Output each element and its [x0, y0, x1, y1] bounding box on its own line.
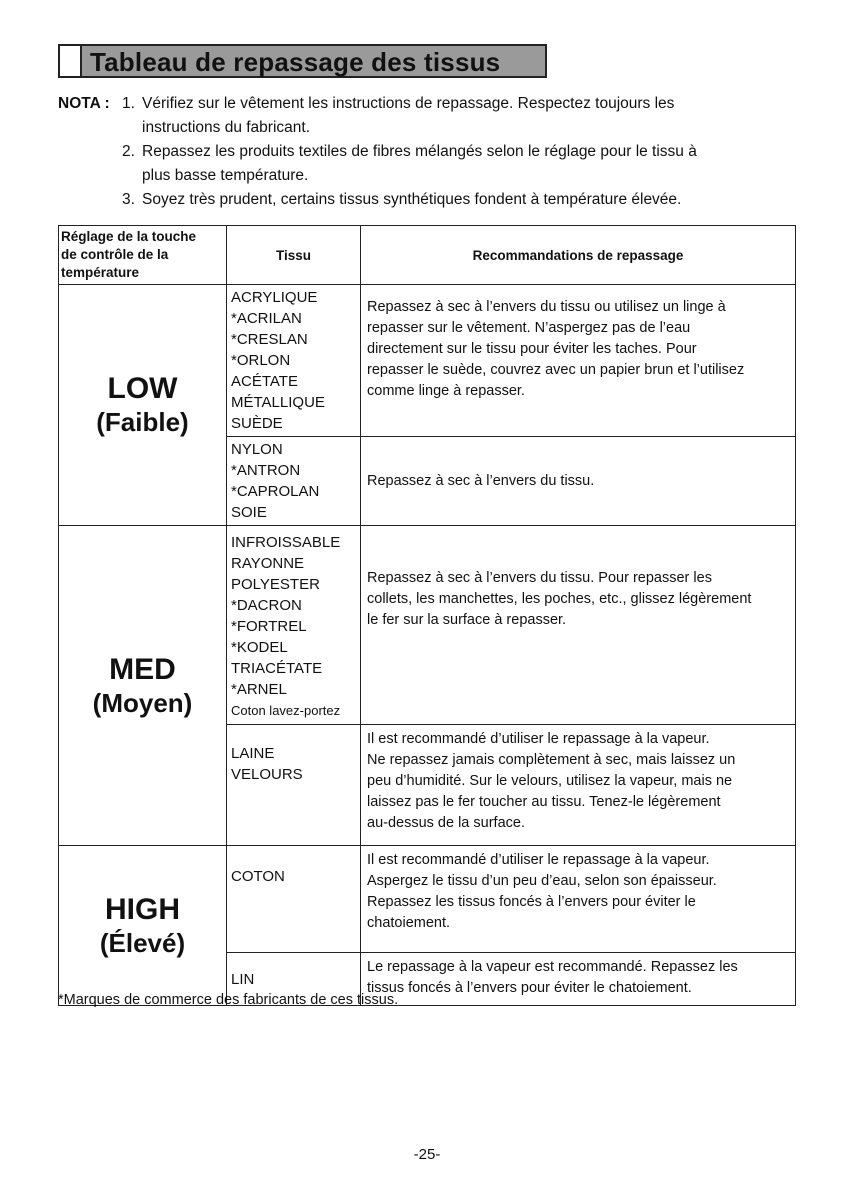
fabric-list: LIN [227, 953, 361, 1006]
note-text: Soyez très prudent, certains tissus synthétiques fondent à température élevée. [142, 191, 682, 208]
fabric-list: COTON [227, 846, 361, 953]
fabric-list: ACRYLIQUE *ACRILAN *CRESLAN *ORLON ACÉTATE MÉTALLIQUE SUÈDE [227, 285, 361, 437]
note-item [58, 140, 798, 164]
setting-sublabel: (Faible) [96, 407, 189, 437]
note-number: 3. [122, 191, 135, 208]
note-number: 2. [122, 143, 135, 160]
notes-section [58, 92, 798, 212]
fabric-list: LAINE VELOURS [227, 725, 361, 846]
setting-sublabel: (Élevé) [99, 927, 186, 958]
page-title: Tableau de repassage des tissus [90, 47, 501, 77]
page-number: -25- [413, 1146, 441, 1163]
note-text: Vérifiez sur le vêtement les instructions de repassage. Respectez toujours les [142, 95, 675, 112]
table-row [59, 285, 796, 437]
setting-low [59, 285, 227, 526]
note-item [58, 188, 798, 212]
note-text: Repassez les produits textiles de fibres mélangés selon le réglage pour le tissu à [142, 143, 697, 160]
page-title-box [58, 44, 547, 78]
header-fabric: Tissu [227, 226, 361, 285]
recommendation-text: Repassez à sec à l’envers du tissu ou utilisez un linge à repasser sur le vêtement. N’aspergez pas de l’eau directement sur le tissu pour éviter les taches. Pour repasser le suède, couvrez avec un papier brun et l’utilisez comme linge à repasser. [361, 285, 796, 437]
note-item [58, 116, 798, 140]
note-text: plus basse température. [142, 167, 309, 184]
setting-label: HIGH [105, 892, 180, 926]
note-text: instructions du fabricant. [142, 119, 311, 136]
note-item [58, 92, 798, 116]
fabric-list: NYLON *ANTRON *CAPROLAN SOIE [227, 437, 361, 526]
setting-label: MED [109, 652, 176, 686]
notes-label: NOTA : [58, 95, 110, 112]
setting-med [59, 526, 227, 846]
note-item [58, 164, 798, 188]
fabric-list: INFROISSABLE RAYONNE POLYESTER *DACRON *FORTREL *KODEL TRIACÉTATE *ARNEL Coton lavez-portez [227, 526, 361, 725]
setting-label: LOW [107, 372, 178, 405]
table-header-row [59, 226, 796, 285]
header-setting: Réglage de la touche de contrôle de la température [59, 226, 227, 285]
recommendation-text: Il est recommandé d’utiliser le repassage à la vapeur. Ne repassez jamais complètement à sec, mais laissez un peu d’humidité. Sur le velours, utilisez la vapeur, mais ne laissez pas le fer toucher au tissu. Tenez-le légèrement au-dessus de la surface. [361, 725, 796, 846]
footnote: *Marques de commerce des fabricants de ces tissus. [58, 992, 399, 1008]
recommendation-text: Il est recommandé d’utiliser le repassage à la vapeur. Aspergez le tissu d’un peu d’eau, selon son épaisseur. Repassez les tissus foncés à l’envers pour éviter le chatoiement. [361, 846, 796, 953]
note-number: 1. [122, 95, 135, 112]
setting-high [59, 846, 227, 1006]
recommendation-text: Repassez à sec à l’envers du tissu. Pour repasser les collets, les manchettes, les poches, etc., glissez légèrement le fer sur la surface à repasser. [361, 526, 796, 725]
table-row [59, 846, 796, 953]
recommendation-text: Repassez à sec à l’envers du tissu. [361, 437, 796, 526]
ironing-table [58, 225, 796, 1006]
recommendation-text: Le repassage à la vapeur est recommandé. Repassez les tissus foncés à l’envers pour éviter le chatoiement. [361, 953, 796, 1006]
header-recommendations: Recommandations de repassage [361, 226, 796, 285]
setting-sublabel: (Moyen) [92, 687, 193, 718]
table-row [59, 526, 796, 725]
